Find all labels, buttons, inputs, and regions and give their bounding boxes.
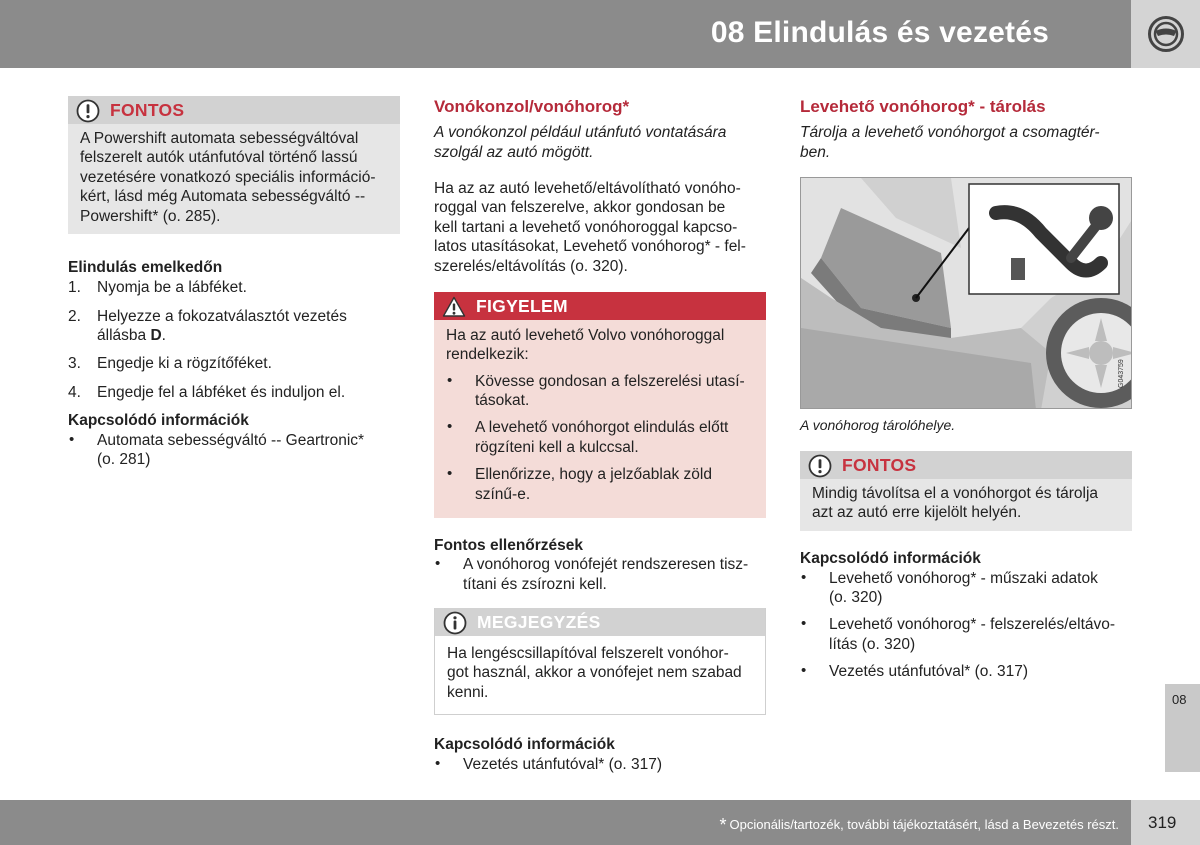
section-lead: A vonókonzol például utánfutó vontatására szolgál az autó mögött. bbox=[434, 124, 727, 161]
important-box-header bbox=[68, 96, 400, 124]
figure-code: G043759 bbox=[1118, 359, 1125, 388]
related-heading: Kapcsolódó információk bbox=[68, 412, 249, 430]
note-label: MEGJEGYZÉS bbox=[477, 612, 601, 632]
warning-list bbox=[446, 372, 754, 504]
related-link[interactable]: • Vezetés utánfutóval* (o. 317) bbox=[800, 662, 1132, 681]
chapter-tab-label: 08 bbox=[1172, 692, 1187, 707]
chapter-icon-box bbox=[1131, 0, 1200, 68]
related-link[interactable]: • Vezetés utánfutóval* (o. 317) bbox=[434, 755, 766, 774]
important-box bbox=[68, 96, 400, 234]
checks-list bbox=[434, 555, 766, 594]
important-label: FONTOS bbox=[842, 454, 917, 475]
important-label: FONTOS bbox=[110, 100, 185, 120]
list-item: • A levehető vonóhorgot elindulás előtt rögzíteni kell a kulccsal. bbox=[446, 418, 754, 457]
section-lead: Tárolja a levehető vonóhorgot a csomagtér- ben. bbox=[800, 124, 1100, 161]
list-item: 1. Nyomja be a lábféket. bbox=[68, 279, 247, 297]
related-heading: Kapcsolódó információk bbox=[800, 550, 981, 568]
info-icon bbox=[443, 611, 467, 635]
column-2 bbox=[434, 96, 766, 782]
related-list bbox=[434, 755, 766, 774]
list-item: • Kövesse gondosan a felszerelési utasí- tásokat. bbox=[446, 372, 754, 411]
exclamation-icon bbox=[76, 99, 100, 123]
uphill-heading: Elindulás emelkedőn bbox=[68, 258, 223, 276]
trunk-figure bbox=[800, 177, 1132, 409]
related-link[interactable]: • Levehető vonóhorog* - műszaki adatok (o. 320) bbox=[800, 569, 1132, 608]
page-number-box bbox=[1131, 800, 1200, 845]
list-item: 3. Engedje ki a rögzítőféket. bbox=[68, 355, 272, 373]
section-paragraph: Ha az az autó levehető/eltávolítható vonóho- roggal van felszerelve, akkor gondosan be kell tartani a levehető vonóhoroggal kapcso- latos utasításokat, Levehető vonóhorog* - fel- szerelés/eltávolítás (o. 320). bbox=[434, 180, 746, 275]
important-box-header bbox=[800, 451, 1132, 479]
checks-heading: Fontos ellenőrzések bbox=[434, 536, 584, 554]
related-list bbox=[68, 431, 400, 470]
figure-caption: A vonóhorog tárolóhelye. bbox=[800, 417, 956, 433]
warning-intro: Ha az autó levehető Volvo vonóhoroggal rendelkezik: bbox=[446, 326, 725, 364]
column-1 bbox=[68, 96, 400, 477]
chapter-title: 08 Elindulás és vezetés bbox=[710, 16, 1049, 49]
note-box-header bbox=[435, 608, 765, 636]
exclamation-icon bbox=[808, 454, 832, 478]
warning-box-header bbox=[434, 292, 766, 320]
page-header bbox=[0, 0, 1131, 68]
important-text: Mindig távolítsa el a vonóhorgot és tárolja azt az autó erre kijelölt helyén. bbox=[812, 484, 1099, 521]
page-number: 319 bbox=[1148, 813, 1177, 832]
important-box bbox=[800, 451, 1132, 532]
related-link[interactable]: • Levehető vonóhorog* - felszerelés/eltávo- lítás (o. 320) bbox=[800, 615, 1132, 654]
steering-wheel-icon bbox=[1147, 15, 1185, 53]
list-item: 4. Engedje fel a lábféket és induljon el. bbox=[68, 383, 346, 401]
trunk-illustration bbox=[801, 178, 1132, 409]
section-title: Vonókonzol/vonóhorog* bbox=[434, 97, 630, 116]
uphill-steps bbox=[68, 278, 400, 402]
list-item: 2. Helyezze a fokozatválasztót vezetés állásba D. bbox=[68, 307, 347, 344]
related-heading: Kapcsolódó információk bbox=[434, 736, 615, 754]
important-text: A Powershift automata sebességváltóval felszerelt autók utánfutóval történő lassú vezetésére vonatkozó speciális információ- kért, lásd még Automata sebességváltó -- Powershift* (o. 285). bbox=[80, 130, 376, 225]
warning-triangle-icon bbox=[442, 295, 466, 319]
chapter-tab bbox=[1165, 684, 1200, 772]
warning-box bbox=[434, 292, 766, 518]
section-title: Levehető vonóhorog* - tárolás bbox=[800, 97, 1046, 116]
list-item: • A vonóhorog vonófejét rendszeresen tisz- títani és zsírozni kell. bbox=[434, 555, 766, 594]
note-text: Ha lengéscsillapítóval felszerelt vonóhor- got használ, akkor a vonófejet nem szabad kenni. bbox=[447, 645, 742, 701]
warning-label: FIGYELEM bbox=[476, 295, 568, 316]
related-list bbox=[800, 569, 1132, 682]
list-item: • Ellenőrizze, hogy a jelzőablak zöld színű-e. bbox=[446, 465, 754, 504]
related-link[interactable]: • Automata sebességváltó -- Geartronic* (o. 281) bbox=[68, 431, 400, 470]
footer-note: * Opcionális/tartozék, további tájékoztatásért, lásd a Bevezetés részt. bbox=[719, 815, 1119, 835]
page-footer bbox=[0, 800, 1131, 845]
note-box bbox=[434, 608, 766, 715]
column-3 bbox=[800, 96, 1132, 690]
